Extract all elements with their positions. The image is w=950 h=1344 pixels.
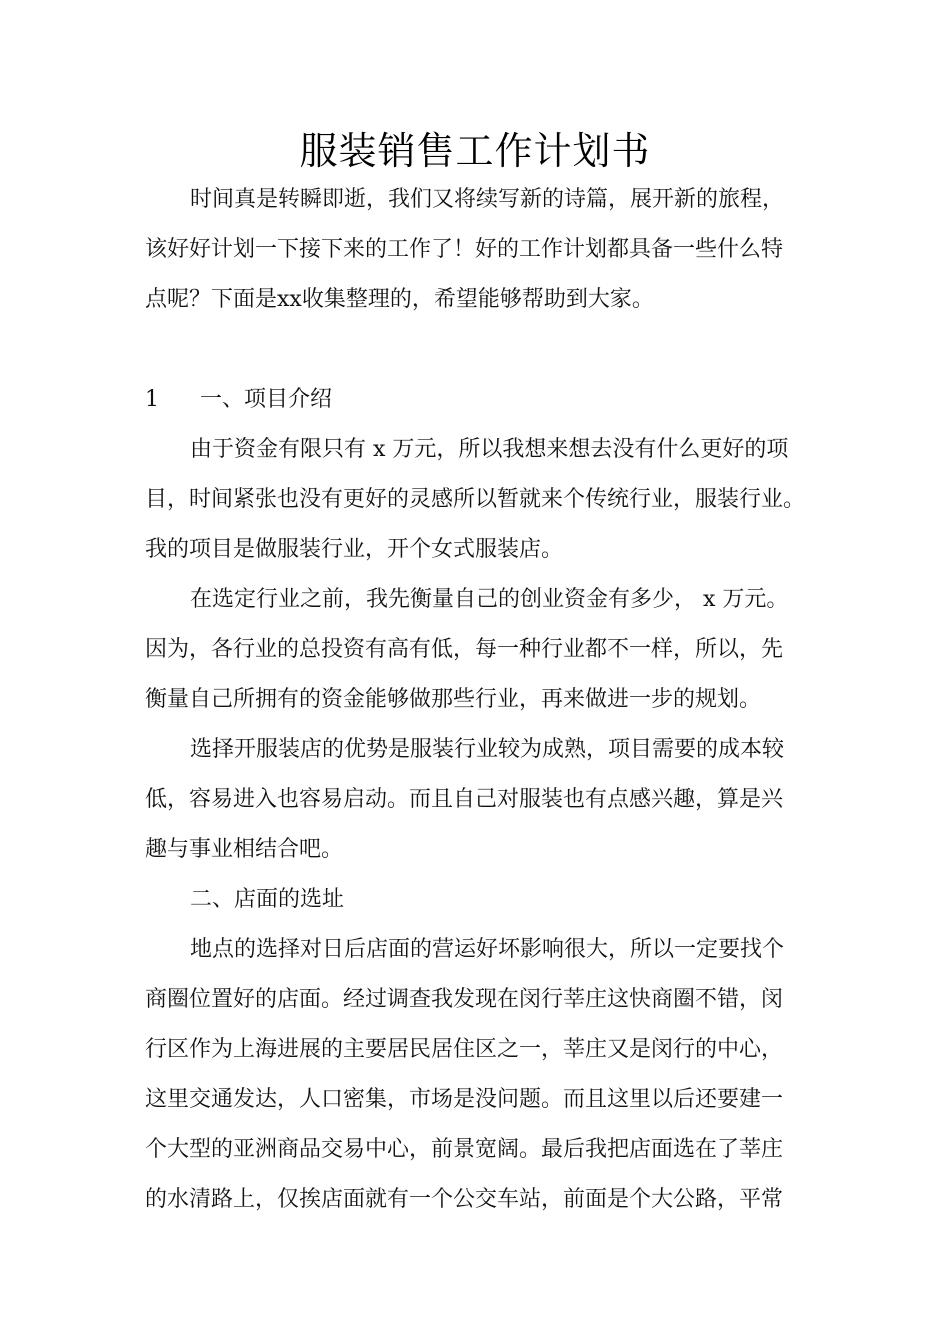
section-number: 1 [145, 387, 159, 412]
paragraph-line: 衡量自己所拥有的资金能够做那些行业，再来做进一步的规划。 [145, 687, 762, 712]
paragraph-line: 的水清路上，仅挨店面就有一个公交车站，前面是个大公路，平常 [145, 1187, 784, 1212]
paragraph-line: 地点的选择对日后店面的营运好坏影响很大，所以一定要找个 [190, 937, 785, 962]
paragraph-line: 这里交通发达，人口密集，市场是没问题。而且这里以后还要建一 [145, 1087, 784, 1112]
paragraph-line: 个大型的亚洲商品交易中心，前景宽阔。最后我把店面选在了莘庄 [145, 1137, 784, 1162]
paragraph-line: 在选定行业之前，我先衡量自己的创业资金有多少， x 万元。 [190, 587, 789, 612]
section-heading-location: 二、店面的选址 [190, 887, 345, 912]
paragraph-line: 因为，各行业的总投资有高有低，每一种行业都不一样，所以，先 [145, 637, 784, 662]
paragraph-line: 我的项目是做服装行业，开个女式服装店。 [145, 537, 564, 562]
intro-line-3: 点呢？下面是xx收集整理的，希望能够帮助到大家。 [145, 287, 654, 312]
document-title: 服装销售工作计划书 [299, 129, 651, 173]
paragraph-line: 由于资金有限只有 x 万元，所以我想来想去没有什么更好的项 [190, 437, 789, 462]
intro-line-2: 该好好计划一下接下来的工作了！好的工作计划都具备一些什么特 [145, 237, 784, 262]
paragraph-line: 商圈位置好的店面。经过调查我发现在闵行莘庄这快商圈不错，闵 [145, 987, 784, 1012]
paragraph-line: 选择开服装店的优势是服装行业较为成熟，项目需要的成本较 [190, 737, 785, 762]
paragraph-line: 目，时间紧张也没有更好的灵感所以暂就来个传统行业，服装行业。 [145, 487, 806, 512]
paragraph-line: 低，容易进入也容易启动。而且自己对服装也有点感兴趣，算是兴 [145, 787, 784, 812]
intro-line-1: 时间真是转瞬即逝，我们又将续写新的诗篇，展开新的旅程， [190, 187, 785, 212]
paragraph-line: 趣与事业相结合吧。 [145, 837, 344, 862]
paragraph-line: 行区作为上海进展的主要居民居住区之一，莘庄又是闵行的中心， [145, 1037, 784, 1062]
section-heading-project: 一、项目介绍 [200, 387, 333, 412]
